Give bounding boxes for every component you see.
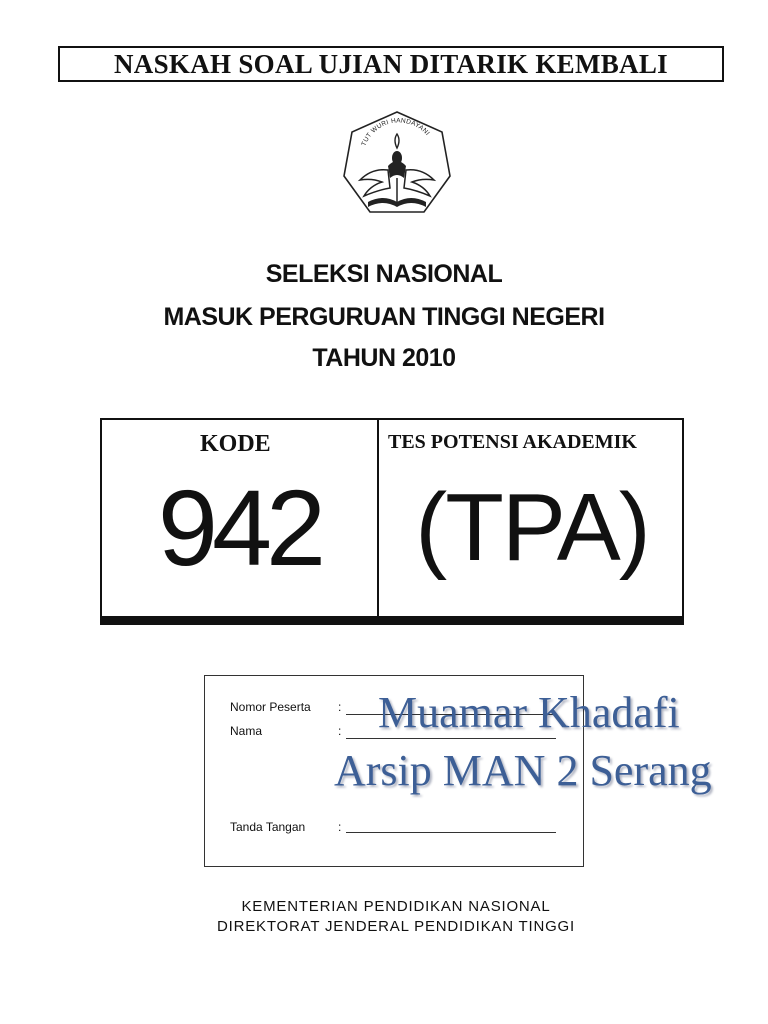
nama-colon: : [338, 724, 342, 738]
test-name-label: TES POTENSI AKADEMIK [388, 431, 637, 453]
kode-number: 942 [157, 467, 321, 588]
nama-label: Nama [230, 724, 263, 738]
tut-wuri-handayani-logo [338, 108, 456, 224]
nama-field[interactable] [346, 738, 556, 739]
overlay-archive-text: Arsip MAN 2 Serang [334, 746, 712, 795]
tanda-tangan-field[interactable] [346, 832, 556, 833]
tanda-tangan-label: Tanda Tangan [230, 820, 306, 834]
directorate-name: DIREKTORAT JENDERAL PENDIDIKAN TINGGI [217, 918, 575, 935]
logo-motto: TUT WURI HANDAYANI [360, 117, 431, 148]
code-box-bottom-rule [100, 616, 684, 625]
tanda-tangan-colon: : [338, 820, 342, 834]
exam-title-line-2: MASUK PERGURUAN TINGGI NEGERI [163, 303, 605, 331]
ministry-name: KEMENTERIAN PENDIDIKAN NASIONAL [241, 898, 551, 915]
nomor-peserta-label: Nomor Peserta [230, 700, 311, 714]
test-abbreviation: (TPA) [415, 474, 649, 581]
nomor-peserta-colon: : [338, 700, 342, 714]
recall-notice-banner: NASKAH SOAL UJIAN DITARIK KEMBALI [58, 46, 724, 82]
kode-label: KODE [200, 431, 271, 457]
exam-title-line-1: SELEKSI NASIONAL [265, 260, 503, 288]
overlay-author-text: Muamar Khadafi [378, 688, 680, 737]
exam-year: TAHUN 2010 [312, 344, 456, 372]
